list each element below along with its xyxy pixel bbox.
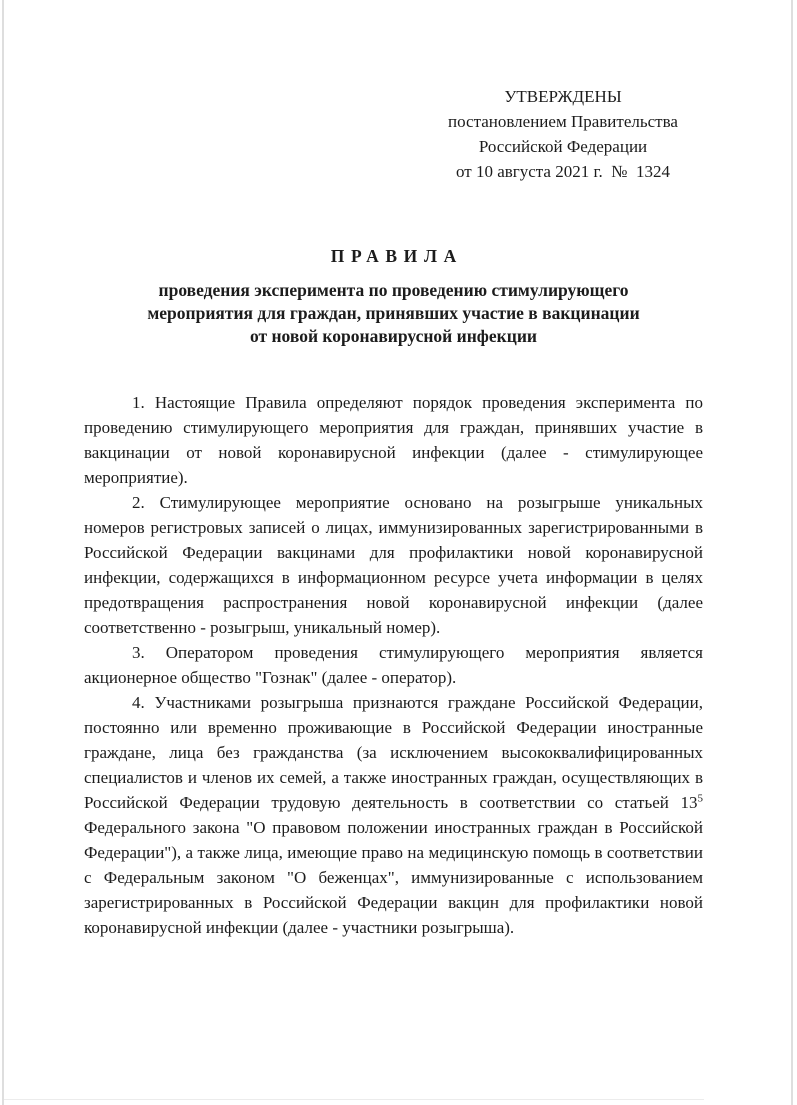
paragraph-superscript: 5 — [697, 792, 703, 805]
paragraph-text: 3. Оператором проведения стимулирующего мероприятия является акционерное общество "Гознак" (далее - оператор). — [84, 643, 703, 687]
paragraph — [84, 690, 703, 940]
subtitle-line-2: мероприятия для граждан, принявших участие в вакцинации — [147, 303, 640, 323]
subtitle-line-3: от новой коронавирусной инфекции — [249, 326, 538, 346]
approval-block — [413, 84, 713, 184]
paragraphs — [84, 390, 703, 940]
paragraph-text: 4. Участниками розыгрыша признаются граждане Российской Федерации, постоянно или временно проживающие в Российской Федерации иностранные граждане, лица без гражданства (за исключением высококвалифицированных специалистов и членов их семей, а также иностранных граждан, осуществляющих в Российской Федерации трудовую деятельность в соответствии со статьей 13 — [84, 693, 703, 812]
approval-line-decree: постановлением Правительства — [448, 112, 678, 131]
scan-edge-bottom — [4, 1099, 704, 1100]
paragraph-text: 2. Стимулирующее мероприятие основано на розыгрыше уникальных номеров регистровых записей о лицах, иммунизированных зарегистрированными в Российской Федерации вакцинами для профилактики новой коронавирусной инфекции, содержащихся в информационном ресурсе учета информации в целях предотвращения распространения новой коронавирусной инфекции (далее соответственно - розыгрыш, уникальный номер). — [84, 493, 703, 637]
subtitle-line-1: проведения эксперимента по проведению стимулирующего — [158, 280, 629, 300]
approval-line-date-number: от 10 августа 2021 г. № 1324 — [455, 162, 670, 181]
paragraph — [84, 640, 703, 690]
document-title: ПРАВИЛА — [330, 246, 463, 266]
scan-edge-left — [2, 0, 4, 1105]
document-subtitle — [84, 279, 703, 348]
paragraph — [84, 390, 703, 490]
scan-edge-right — [791, 0, 793, 1105]
approval-line-federation: Российской Федерации — [478, 137, 648, 156]
paragraph-text: 1. Настоящие Правила определяют порядок проведения эксперимента по проведению стимулирующего мероприятия для граждан, принявших участие в вакцинации от новой коронавирусной инфекции (далее - стимулирующее мероприятие). — [84, 393, 703, 487]
paragraph — [84, 490, 703, 640]
paragraph-text: Федерального закона "О правовом положении иностранных граждан в Российской Федерации"), а также лица, имеющие право на медицинскую помощь в соответствии с Федеральным законом "О беженцах", иммунизированные с использованием зарегистрированных в Российской Федерации вакцин для профилактики новой коронавирусной инфекции (далее - участники розыгрыша). — [84, 818, 703, 937]
approval-line-approved: УТВЕРЖДЕНЫ — [504, 87, 622, 106]
